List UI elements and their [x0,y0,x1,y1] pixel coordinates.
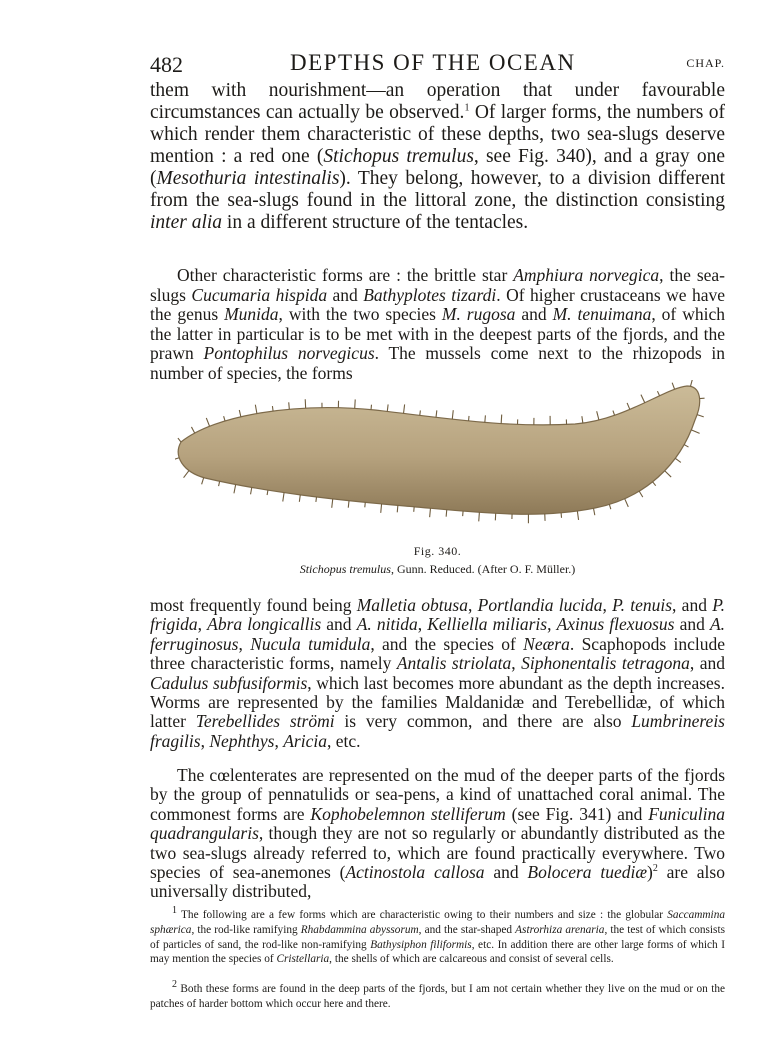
footnote-ref-1[interactable]: 1 [464,102,470,114]
sea-slug-spine [613,411,615,416]
footnote-mark-2: 2 [172,979,177,991]
sea-slug-spine [404,404,405,413]
paragraph-1: them with nourishment—an operation that under favourable circumstances can actually be observed.$^1$ Of larger forms, the numbers of which render them characteristic of these depths, two sea-slugs deserve mention : a red one (Stichopus tremulus, see Fig. 340), and a gray one (Mesothuria intestinalis). They belong, however, to a division different from the sea-slugs found in the littoral zone, the distinction consisting inter alia in a different structure of the tentacles. [150,80,726,233]
paragraph-2: Other characteristic forms are : the brittle star Amphiura norvegica, the sea-slugs Cucumaria hispida and Bathyplotes tizardi. Of higher crustaceans we have the genus Munida, with the two species M. rugosa and M. tenuimana, of which the latter in particular is to be met with in the deepest parts of the fjords, and the prawn Pontophilus norvegicus. The mussels come next to the rhizopods in number of species, the forms [150,265,726,383]
figure-caption: Stichopus tremulus, Gunn. Reduced. (After O. F. Müller.) [299,562,576,576]
sea-slug-spine [251,487,252,494]
sea-slug-spine [219,481,220,486]
sea-slug-spine [267,490,268,495]
sea-slug-spine [653,482,656,486]
sea-slug-spine [255,405,257,414]
sea-slug-spine [665,471,671,477]
sea-slug-spine [420,410,421,415]
sea-slug-spine [501,415,502,424]
paragraph-4: The cœlenterates are represented on the mud of the deeper parts of the fjords by the group of pennatulids or sea-pens, a kind of unattached coral animal. The commonest forms are Kophobelemnon stelliferum (see Fig. 341) and Funiculina quadrangularis, though they are not so regularly or abundantly distributed as the two sea-slugs already referred to, which are found practically everywhere. Two species of sea-anemones (Actinostola callosa and Bolocera tuediæ)$^2$ are also universally distributed, [150,765,726,902]
sea-slug-spine [436,410,437,417]
sea-slug-spine [397,505,398,512]
sea-slug-spine [430,508,431,517]
sea-slug-spine [485,415,486,422]
sea-slug-body [178,386,699,514]
sea-slug-spine [597,411,599,420]
footnote-2: $^2$ Both these forms are found in the deep parts of the fjords, but I am not certain whether they live on the mud or on the patches of harder bottom which occur here and there. [150,979,725,1010]
paragraph-3: most frequently found being Malletia obtusa, Portlandia lucida, P. tenuis, and P. frigida, Abra longicallis and A. nitida, Kelliella miliaris, Axinus flexuosus and A. ferruginosus, Nucula tumidula, and the species of Neæra. Scaphopods include three characteristic forms, namely Antalis striolata, Siphonentalis tetragona, and Cadulus subfusiformis, which last becomes more abundant as the depth increases. Worms are represented by the families Maldanidæ and Terebellidæ, of which latter Terebellides strömi is very common, and there are also Lumbrinereis fragilis, Nephthys, Aricia, etc. [150,595,726,751]
sea-slug-spine [479,512,480,521]
sea-slug-spine [446,510,447,517]
sea-slug-spine [332,499,333,508]
sea-slug-spine [639,491,643,497]
sea-slug-spine [657,391,659,396]
figure-species: Stichopus tremulus [299,562,391,576]
figure-number: Fig. 340. [413,544,462,558]
page-number: 482 [150,52,183,77]
page-header [150,52,725,82]
sea-slug-spine [697,415,704,417]
sea-slug-spine [355,399,356,408]
sea-slug-spine [672,383,674,390]
sea-slug-spine [283,493,284,502]
sea-slug-illustration [175,380,705,535]
sea-slug-spine [609,504,610,509]
sea-slug-spine [690,380,692,386]
sea-slug-spine [675,458,681,462]
sea-slug-spine [577,511,578,520]
sea-slug-spine [582,416,583,423]
sea-slug-spine [239,410,241,417]
sea-slug-spine [178,438,181,442]
sea-slug-spine [202,478,204,485]
sea-slug-spine [387,404,388,411]
sea-slug-spine [627,403,630,409]
sea-slug-spine [625,499,629,507]
sea-slug-spine [224,416,225,421]
sea-slug-spine [184,471,189,478]
chapter-label: CHAP. [686,56,725,70]
sea-slug-spine [348,501,349,508]
sea-slug-spine [272,406,273,411]
footnote-ref-2[interactable]: 2 [652,863,658,875]
sea-slug-spine [299,495,300,502]
sea-slug-spine [381,504,382,513]
sea-slug-spine [684,445,688,447]
sea-slug-spine [691,430,699,433]
sea-slug-spine [206,418,209,426]
footnote-mark-1: 1 [172,905,177,917]
footnote-1: $^1$ The following are a few forms which are characteristic owing to their numbers and size : the globular Saccammina sphærica, the rod-like ramifying Rhabdammina abyssorum, and the star-shaped Astrorhiza arenaria, the test of which consists of particles of sand, the rod-like non-ramifying Bathysiphon filiformis, etc. In addition there are other large forms of which I may mention the species of Cristellaria, the shells of which are calcareous and consist of several cells. [150,905,725,966]
sea-slug-spine [641,395,645,403]
sea-slug-spine [234,484,236,493]
sea-slug-spine [316,497,317,502]
sea-slug-spine [452,410,453,419]
sea-slug-spine [289,402,290,409]
sea-slug-spine [593,508,594,515]
sea-slug-spine [175,458,179,459]
sea-slug-spine [191,427,194,433]
running-title: DEPTHS OF THE OCEAN [290,50,576,75]
